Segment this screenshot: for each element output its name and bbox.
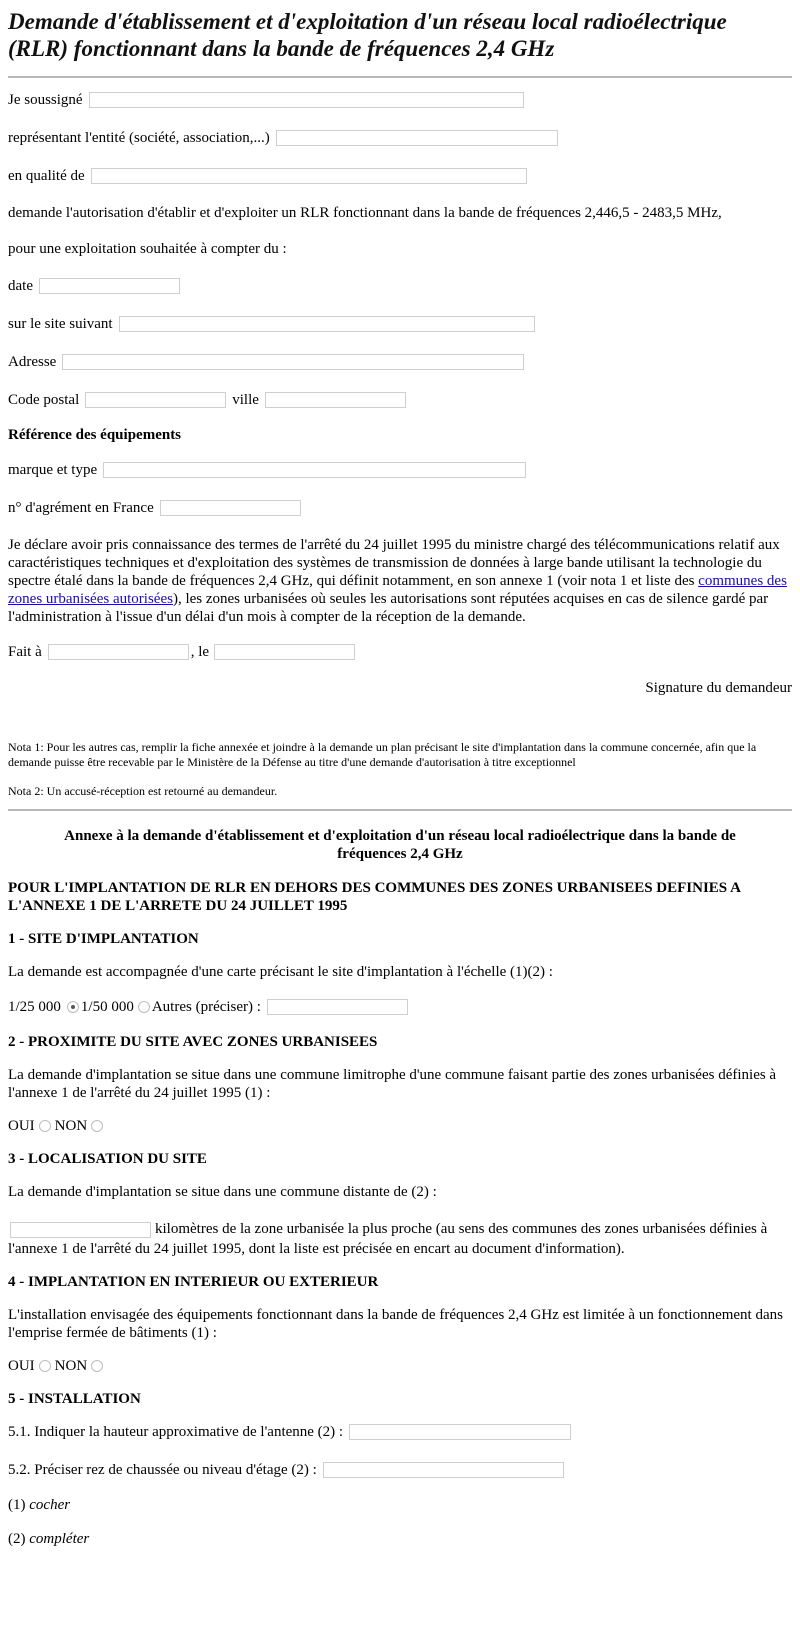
- s4-non-radio[interactable]: [91, 1360, 103, 1372]
- s2-oui-radio[interactable]: [39, 1120, 51, 1132]
- qualite-row: [8, 166, 792, 186]
- annex-subtitle: POUR L'IMPLANTATION DE RLR EN DEHORS DES COMMUNES DES ZONES URBANISEES DEFINIES A L'ANNEXE 1 DE L'ARRETE DU 24 JUILLET 1995: [8, 880, 741, 914]
- declaration-paragraph: [8, 536, 792, 626]
- le-date-input[interactable]: [214, 644, 355, 660]
- marque-row: [8, 460, 792, 480]
- site-label: sur le site suivant: [8, 315, 113, 332]
- le-label: , le: [190, 643, 210, 660]
- code-postal-input[interactable]: [85, 392, 226, 408]
- s2-non-label: NON: [54, 1117, 88, 1134]
- adresse-input[interactable]: [62, 354, 524, 370]
- soussigne-row: [8, 90, 792, 110]
- footnote-2-word: compléter: [29, 1531, 90, 1547]
- section-4-text: L'installation envisagée des équipements fonctionnant dans la bande de fréquences 2,4 GHz est limitée à un fonctionnement dans l'emprise fermée de bâtiments (1) :: [8, 1307, 783, 1341]
- footnote-1-word: cocher: [29, 1497, 71, 1513]
- scale-2-label: 1/50 000: [80, 998, 134, 1015]
- date-row: [8, 276, 792, 296]
- date-label: date: [8, 277, 33, 294]
- code-postal-row: [8, 390, 792, 410]
- section-2-text: La demande d'implantation se situe dans une commune limitrophe d'une commune faisant partie des zones urbanisées définies à l'annexe 1 de l'arrêté du 24 juillet 1995 (1) :: [8, 1067, 777, 1101]
- ville-label: ville: [232, 391, 259, 408]
- footnote-2: [8, 1530, 792, 1548]
- section-5-title: 5 - INSTALLATION: [8, 1391, 141, 1407]
- scale-2-radio[interactable]: [138, 1001, 150, 1013]
- floor-level-input[interactable]: [323, 1462, 564, 1478]
- distance-km-input[interactable]: [10, 1222, 151, 1238]
- declaration-text-2: ), les zones urbanisées où seules les autorisations sont réputées acquises en cas de silence gardé par l'administration à l'issue d'un délai d'un mois à compter de la réception de la demande.: [8, 591, 769, 625]
- section-1-title: 1 - SITE D'IMPLANTATION: [8, 931, 199, 947]
- scale-1-label: 1/25 000: [8, 998, 61, 1015]
- fait-label: Fait à: [8, 643, 42, 660]
- nota-1: Nota 1: Pour les autres cas, remplir la fiche annexée et joindre à la demande un plan précisant le site d'implantation dans la commune concernée, afin que la demande puisse être recevable par le Ministère de la Défense au titre d'une demande d'autorisation à titre exceptionnel: [8, 740, 757, 769]
- entite-row: [8, 128, 792, 148]
- section-2-title: 2 - PROXIMITE DU SITE AVEC ZONES URBANISEES: [8, 1034, 378, 1050]
- nota-2: Nota 2: Un accusé-réception est retourné au demandeur.: [8, 784, 278, 798]
- distance-paragraph: [8, 1219, 792, 1259]
- page-title: Demande d'établissement et d'exploitation d'un réseau local radioélectrique (RLR) fonctionnant dans la bande de fréquences 2,4 GHz: [8, 9, 727, 61]
- code-postal-label: Code postal: [8, 391, 80, 408]
- scale-3-label: Autres (préciser) :: [151, 998, 261, 1015]
- equipements-heading: Référence des équipements: [8, 427, 182, 443]
- agrement-row: [8, 498, 792, 518]
- footnote-2-num: (2): [8, 1531, 26, 1547]
- fait-input[interactable]: [48, 644, 189, 660]
- marque-label: marque et type: [8, 461, 98, 478]
- ville-input[interactable]: [265, 392, 406, 408]
- section-1-text: La demande est accompagnée d'une carte précisant le site d'implantation à l'échelle (1)(2) :: [8, 964, 553, 980]
- entite-label: représentant l'entité (société, association,...): [8, 129, 270, 146]
- s4-non-label: NON: [54, 1357, 88, 1374]
- soussigne-label: Je soussigné: [8, 91, 83, 108]
- signature-label: Signature du demandeur: [645, 680, 792, 696]
- fait-row: [8, 642, 792, 662]
- annex-title: Annexe à la demande d'établissement et d'exploitation d'un réseau local radioélectrique dans la bande de fréquences 2,4 GHz: [64, 828, 736, 862]
- s4-oui-radio[interactable]: [39, 1360, 51, 1372]
- qualite-input[interactable]: [91, 168, 527, 184]
- demande-text: demande l'autorisation d'établir et d'exploiter un RLR fonctionnant dans la bande de fréquences 2,446,5 - 2483,5 MHz,: [8, 205, 722, 221]
- s2-non-radio[interactable]: [91, 1120, 103, 1132]
- date-input[interactable]: [39, 278, 180, 294]
- exploitation-text: pour une exploitation souhaitée à compter du :: [8, 241, 287, 257]
- adresse-row: [8, 352, 792, 372]
- qualite-label: en qualité de: [8, 167, 85, 184]
- section-3-title: 3 - LOCALISATION DU SITE: [8, 1151, 207, 1167]
- scale-other-input[interactable]: [267, 999, 408, 1015]
- footnote-1-num: (1): [8, 1497, 26, 1513]
- s4-oui-non-row: [8, 1356, 792, 1376]
- s4-oui-label: OUI: [8, 1357, 35, 1374]
- floor-label: 5.2. Préciser rez de chaussée ou niveau d'étage (2) :: [8, 1461, 317, 1478]
- site-input[interactable]: [119, 316, 535, 332]
- section-3-text: La demande d'implantation se situe dans une commune distante de (2) :: [8, 1184, 437, 1200]
- declaration-text-1: Je déclare avoir pris connaissance des termes de l'arrêté du 24 juillet 1995 du ministre chargé des télécommunications relatif aux caractéristiques techniques et d'exploitation des systèmes de transmission de données à large bande utilisant la technologie du spectre étalé dans la bande de fréquences 2,4 GHz, qui définit notamment, en son annexe 1 (voir nota 1 et liste des: [8, 537, 780, 589]
- entite-input[interactable]: [276, 130, 558, 146]
- agrement-input[interactable]: [160, 500, 301, 516]
- antenna-height-input[interactable]: [349, 1424, 571, 1440]
- divider-annex: [8, 809, 792, 811]
- divider: [8, 76, 792, 78]
- marque-input[interactable]: [103, 462, 526, 478]
- agrement-label: n° d'agrément en France: [8, 499, 154, 516]
- s2-oui-label: OUI: [8, 1117, 35, 1134]
- antenna-row: [8, 1422, 792, 1442]
- site-row: [8, 314, 792, 334]
- s2-oui-non-row: [8, 1116, 792, 1136]
- communes-link[interactable]: communes des zones urbanisées autorisées: [8, 573, 787, 607]
- scale-1-radio[interactable]: [67, 1001, 79, 1013]
- floor-row: [8, 1460, 792, 1480]
- antenna-label: 5.1. Indiquer la hauteur approximative de l'antenne (2) :: [8, 1423, 344, 1440]
- scale-row: [8, 997, 792, 1017]
- distance-text: kilomètres de la zone urbanisée la plus proche (au sens des communes des zones urbanisées définies à l'annexe 1 de l'arrêté du 24 juillet 1995, dont la liste est précisée en encart au document d'information).: [8, 1221, 768, 1257]
- section-4-title: 4 - IMPLANTATION EN INTERIEUR OU EXTERIEUR: [8, 1274, 379, 1290]
- soussigne-input[interactable]: [89, 92, 524, 108]
- adresse-label: Adresse: [8, 353, 57, 370]
- footnote-1: [8, 1496, 792, 1514]
